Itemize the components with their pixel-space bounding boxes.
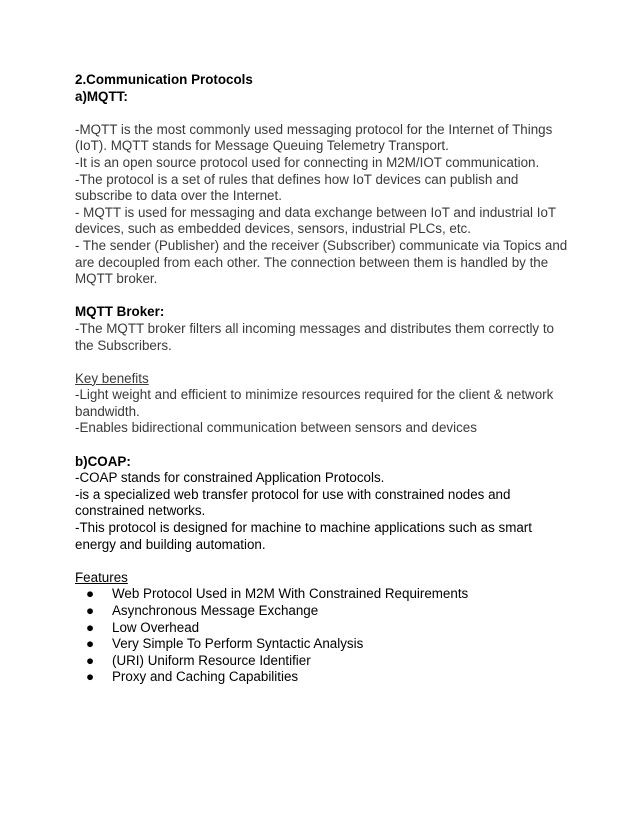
feature-text: Very Simple To Perform Syntactic Analysis [112, 636, 364, 652]
feature-text: Asynchronous Message Exchange [112, 603, 319, 618]
benefit-item: -Enables bidirectional communication between sensors and devices [75, 420, 477, 436]
list-item [75, 653, 575, 670]
spacer [75, 437, 575, 454]
mqtt-paragraph: -The protocol is a set of rules that defines how IoT devices can publish and subscribe to data over the Internet. [75, 171, 519, 204]
bullet-icon: ● [86, 652, 95, 668]
bullet-icon: ● [86, 603, 95, 618]
benefits-heading: Key benefits [75, 370, 149, 386]
mqtt-paragraph: -It is an open source protocol used for connecting in M2M/IOT communication. [75, 154, 540, 170]
feature-text: Web Protocol Used in M2M With Constrained Requirements [112, 586, 469, 602]
feature-text: Proxy and Caching Capabilities [112, 669, 299, 685]
features-list [75, 586, 575, 686]
broker-heading: MQTT Broker: [75, 304, 165, 320]
coap-paragraph: -COAP stands for constrained Application Protocols. [75, 470, 385, 486]
list-item [75, 603, 575, 620]
list-item [75, 636, 575, 653]
broker-text: -The MQTT broker filters all incoming messages and distributes them correctly to the Subscribers. [75, 320, 555, 353]
document-body [75, 72, 575, 686]
features-heading: Features [75, 569, 128, 585]
mqtt-paragraph: -MQTT is the most commonly used messaging protocol for the Internet of Things (IoT). MQTT stands for Message Queuing Telemetry Transport. [75, 121, 553, 154]
bullet-icon: ● [86, 586, 95, 602]
mqtt-paragraph: - MQTT is used for messaging and data exchange between IoT and industrial IoT devices, such as embedded devices, sensors, industrial PLCs, etc. [75, 204, 556, 237]
coap-heading: b)COAP: [75, 453, 131, 469]
mqtt-paragraph: - The sender (Publisher) and the receiver (Subscriber) communicate via Topics and are decoupled from each other. The connection between them is handled by the MQTT broker. [75, 237, 568, 287]
coap-paragraph: -This protocol is designed for machine to machine applications such as smart energy and building automation. [75, 520, 532, 552]
coap-paragraph: -is a specialized web transfer protocol for use with constrained nodes and constrained networks. [75, 486, 511, 519]
list-item [75, 586, 575, 603]
spacer [75, 553, 575, 570]
mqtt-heading: a)MQTT: [75, 88, 128, 104]
benefit-item: -Light weight and efficient to minimize resources required for the client & network bandwidth. [75, 387, 554, 419]
bullet-icon: ● [86, 636, 95, 652]
spacer [75, 354, 575, 371]
spacer [75, 105, 575, 122]
feature-text: Low Overhead [112, 619, 200, 635]
bullet-icon: ● [86, 619, 95, 635]
bullet-icon: ● [86, 669, 95, 685]
list-item [75, 620, 575, 637]
section-title: 2.Communication Protocols [75, 72, 253, 87]
spacer [75, 288, 575, 305]
feature-text: (URI) Uniform Resource Identifier [112, 652, 311, 668]
list-item [75, 669, 575, 686]
